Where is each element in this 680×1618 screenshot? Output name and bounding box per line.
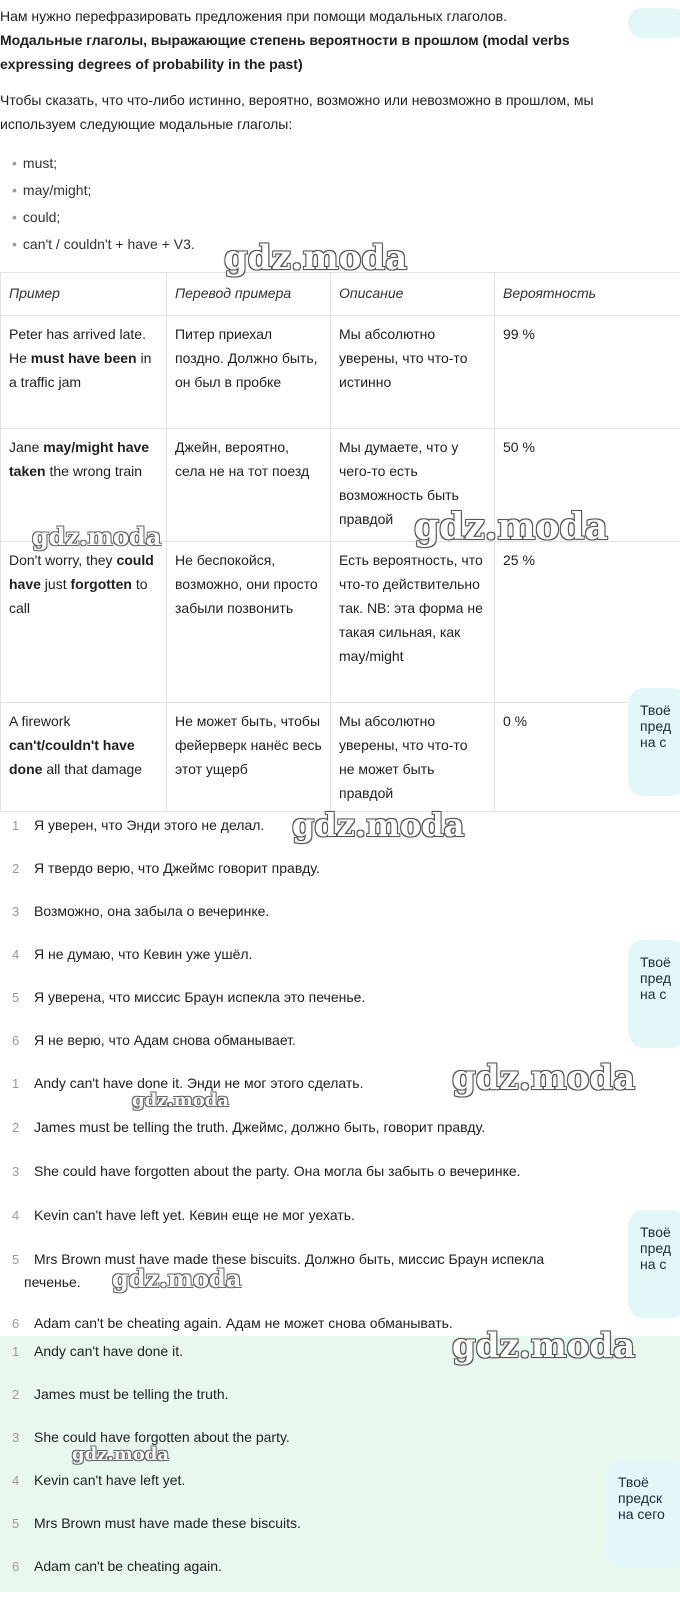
cell-example: A firework can't/couldn't have done all that damage xyxy=(1,703,167,812)
chat-bubble[interactable]: Твоё пред на с xyxy=(628,1210,680,1318)
list-item: 4 Kevin can't have left yet. xyxy=(12,1472,186,1488)
watermark: gdz.moda xyxy=(452,1326,636,1366)
header-description: Описание xyxy=(331,273,495,316)
list-item: 5 Mrs Brown must have made these biscuits. Должно быть, миссис Браун испекла печенье. xyxy=(12,1251,545,1290)
list-item: 4 Я не думаю, что Кевин уже ушёл. xyxy=(12,946,253,962)
cell-probability: 50 % xyxy=(495,429,680,542)
list-item: 6 Adam can't be cheating again. xyxy=(12,1558,222,1574)
list-item: 3 She could have forgotten about the party. xyxy=(12,1429,290,1445)
watermark: gdz.moda xyxy=(32,522,162,551)
watermark: gdz.moda xyxy=(414,506,608,548)
section-heading: Модальные глаголы, выражающие степень вероятности в прошлом (modal verbs expressing degrees of probability in the past) xyxy=(0,32,570,72)
cell-translation: Не беспокойся, возможно, они просто забыли позвонить xyxy=(167,542,331,703)
watermark: gdz.moda xyxy=(112,1264,242,1293)
lead-paragraph: Чтобы сказать, что что-либо истинно, вероятно, возможно или невозможно в прошлом, мы используем следующие модальные глаголы: xyxy=(0,92,594,132)
list-item: • may/might; xyxy=(12,182,92,198)
list-item: • must; xyxy=(12,155,58,171)
watermark: gdz.moda xyxy=(72,1444,169,1465)
chat-bubble[interactable]: Твоё пред на с xyxy=(628,940,680,1048)
list-item: 3 She could have forgotten about the party. Она могла бы забыть о вечеринке. xyxy=(12,1163,521,1179)
cell-description: Есть вероятность, что что-то действительно так. NB: эта форма не такая сильная, как may/might xyxy=(331,542,495,703)
header-example: Пример xyxy=(1,273,167,316)
list-item: 6 Adam can't be cheating again. Адам не может снова обманывать. xyxy=(12,1315,453,1331)
intro xyxy=(0,4,640,76)
list-item: 4 Kevin can't have left yet. Кевин еще не мог уехать. xyxy=(12,1207,355,1223)
cell-description: Мы абсолютно уверены, что что-то не может быть правдой xyxy=(331,703,495,812)
list-item: 1 Andy can't have done it. xyxy=(12,1343,183,1359)
cell-example: Peter has arrived late. He must have been in a traffic jam xyxy=(1,316,167,429)
list-item: 5 Я уверена, что миссис Браун испекла это печенье. xyxy=(12,989,366,1005)
watermark: gdz.moda xyxy=(132,1090,229,1111)
table-header-row xyxy=(1,273,680,316)
cell-translation: Джейн, вероятно, села не на тот поезд xyxy=(167,429,331,542)
list-item: 6 Я не верю, что Адам снова обманывает. xyxy=(12,1032,296,1048)
intro-line: Нам нужно перефразировать предложения при помощи модальных глаголов. xyxy=(0,8,508,24)
modal-verbs-list xyxy=(12,150,195,258)
header-probability: Вероятность xyxy=(495,273,680,316)
table-row xyxy=(1,542,680,703)
table-row xyxy=(1,316,680,429)
watermark: gdz.moda xyxy=(224,238,408,278)
cell-probability: 25 % xyxy=(495,542,680,703)
table-row xyxy=(1,703,680,812)
header-translation: Перевод примера xyxy=(167,273,331,316)
cell-probability: 99 % xyxy=(495,316,680,429)
list-item: • could; xyxy=(12,209,61,225)
cell-translation: Питер приехал поздно. Должно быть, он был в пробке xyxy=(167,316,331,429)
list-item: 2 Я твердо верю, что Джеймс говорит правду. xyxy=(12,860,320,876)
cell-translation: Не может быть, чтобы фейерверк нанёс весь этот ущерб xyxy=(167,703,331,812)
cell-description: Мы абсолютно уверены, что что-то истинно xyxy=(331,316,495,429)
chat-bubble[interactable]: Твоё предск на сего xyxy=(606,1460,680,1568)
list-item: 1 Я уверен, что Энди этого не делал. xyxy=(12,817,265,833)
list-item: 3 Возможно, она забыла о вечеринке. xyxy=(12,903,270,919)
list-item: 2 James must be telling the truth. xyxy=(12,1386,229,1402)
watermark: gdz.moda xyxy=(452,1058,636,1098)
watermark: gdz.moda xyxy=(292,806,465,844)
cell-probability: 0 % xyxy=(495,703,680,812)
cell-example: Jane may/might have taken the wrong train xyxy=(1,429,167,542)
list-item: 5 Mrs Brown must have made these biscuits. xyxy=(12,1515,301,1531)
cell-example: Don't worry, they could have just forgotten to call xyxy=(1,542,167,703)
cell-description: Мы думаете, что у чего-то есть возможность быть правдой xyxy=(331,429,495,542)
chat-bubble[interactable]: Твоё пред на с xyxy=(628,688,680,796)
list-item: 2 James must be telling the truth. Джеймс, должно быть, говорит правду. xyxy=(12,1119,486,1135)
list-item: • can't / couldn't + have + V3. xyxy=(12,236,195,252)
list-item: 1 Andy can't have done it. Энди не мог этого сделать. xyxy=(12,1075,364,1091)
